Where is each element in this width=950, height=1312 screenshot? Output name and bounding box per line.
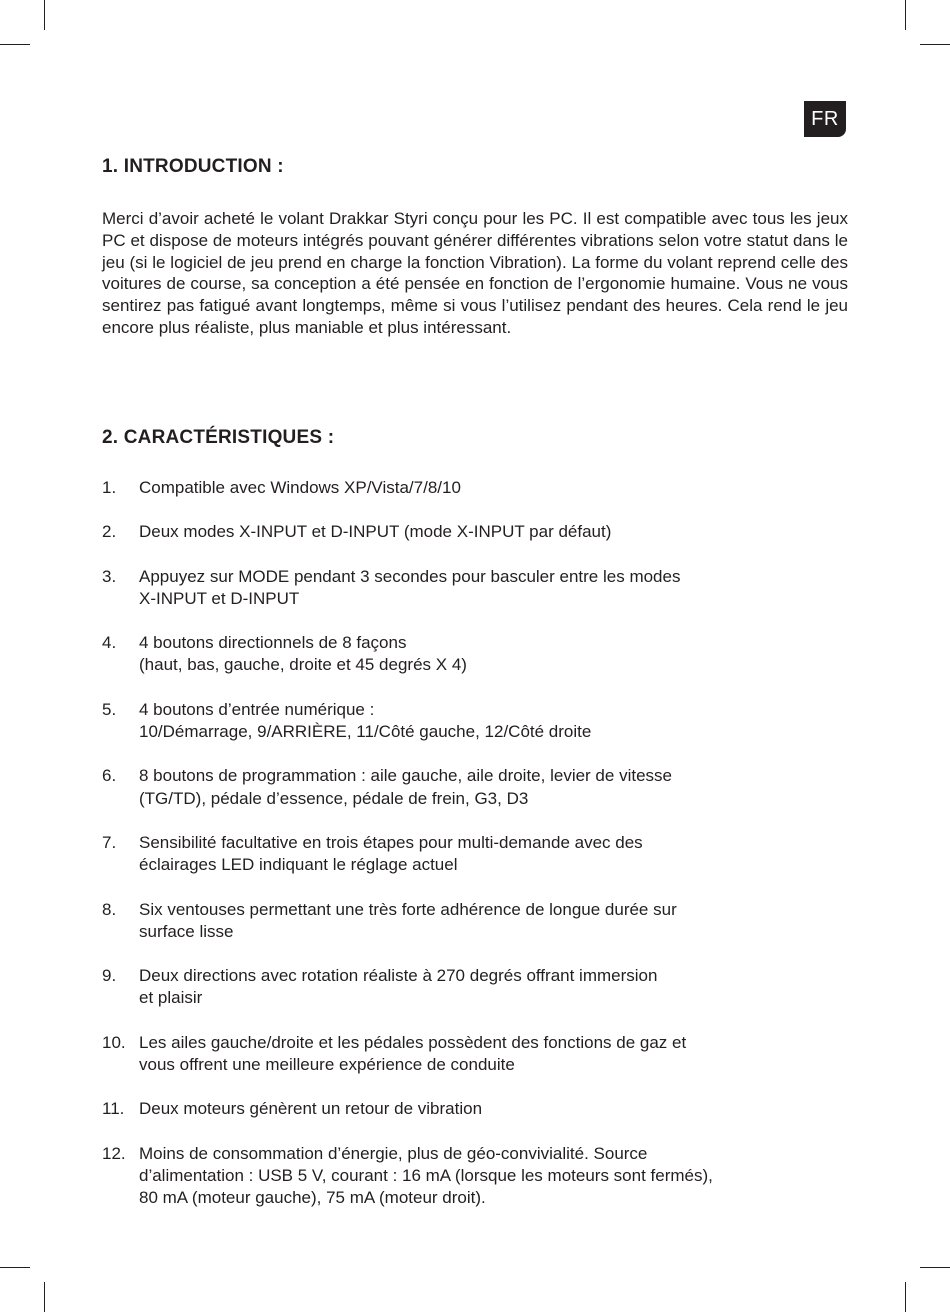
- list-item-number: 5.: [102, 699, 117, 719]
- list-item-number: 10.: [102, 1032, 126, 1052]
- introduction-title: 1. INTRODUCTION :: [102, 156, 284, 177]
- list-item: [102, 521, 848, 543]
- list-item-number: 1.: [102, 478, 117, 497]
- list-item-number: 11.: [102, 1099, 125, 1119]
- list-item: [102, 1143, 848, 1210]
- list-item-text: Les ailes gauche/droite et les pédales possèdent des fonctions de gaz et vous offrent une meilleure expérience de conduite: [139, 1032, 687, 1075]
- language-badge: FR: [804, 101, 846, 137]
- list-item-number: 8.: [102, 899, 117, 919]
- crop-mark-bottom-right-horizontal: [920, 1267, 950, 1268]
- list-item-number: 4.: [102, 633, 117, 653]
- list-item: [102, 699, 848, 744]
- list-item-text: 4 boutons d’entrée numérique : 10/Démarrage, 9/ARRIÈRE, 11/Côté gauche, 12/Côté droite: [139, 699, 592, 742]
- characteristics-title: 2. CARACTÉRISTIQUES :: [102, 427, 335, 448]
- list-item-number: 9.: [102, 966, 117, 986]
- crop-mark-top-left-horizontal: [0, 44, 30, 45]
- list-item-number: 6.: [102, 766, 117, 786]
- list-item-number: 12.: [102, 1143, 126, 1163]
- crop-mark-bottom-left-vertical: [44, 1282, 45, 1312]
- list-item: [102, 1032, 848, 1077]
- list-item: [102, 477, 848, 499]
- list-item: [102, 632, 848, 677]
- list-item-number: 3.: [102, 566, 117, 586]
- list-item-text: 8 boutons de programmation : aile gauche, aile droite, levier de vitesse (TG/TD), pédale d’essence, pédale de frein, G3, D3: [139, 766, 672, 808]
- crop-mark-top-left-vertical: [44, 0, 45, 30]
- list-item: [102, 765, 848, 810]
- list-item: [102, 965, 848, 1010]
- list-item-number: 2.: [102, 522, 117, 542]
- introduction-body: Merci d’avoir acheté le volant Drakkar Styri conçu pour les PC. Il est compatible avec tous les jeux PC et dispose de moteurs intégrés pouvant générer différentes vibrations selon votre statut dans le jeu (si le logiciel de jeu prend en charge la fonction Vibration). La forme du volant reprend celle des voitures de course, sa conception a été pensée en fonction de l’ergonomie humaine. Vous ne vous sentirez pas fatigué avant longtemps, même si vous l’utilisez pendant des heures. Cela rend le jeu encore plus réaliste, plus maniable et plus intéressant.: [102, 209, 848, 337]
- list-item-text: 4 boutons directionnels de 8 façons (haut, bas, gauche, droite et 45 degrés X 4): [139, 633, 467, 675]
- list-item: [102, 566, 848, 611]
- list-item-number: 7.: [102, 832, 117, 852]
- list-item: [102, 832, 848, 877]
- list-item-text: Compatible avec Windows XP/Vista/7/8/10: [139, 478, 461, 497]
- crop-mark-bottom-left-horizontal: [0, 1267, 30, 1268]
- list-item-text: Deux modes X-INPUT et D-INPUT (mode X-INPUT par défaut): [139, 522, 612, 542]
- list-item-text: Appuyez sur MODE pendant 3 secondes pour basculer entre les modes X-INPUT et D-INPUT: [139, 566, 681, 608]
- list-item: [102, 1098, 848, 1120]
- list-item-text: Sensibilité facultative en trois étapes pour multi-demande avec des éclairages LED indiquant le réglage actuel: [139, 832, 643, 875]
- crop-mark-bottom-right-vertical: [905, 1282, 906, 1312]
- characteristics-list: [102, 477, 848, 1232]
- crop-mark-top-right-vertical: [905, 0, 906, 30]
- list-item-text: Deux moteurs génèrent un retour de vibration: [139, 1099, 483, 1119]
- list-item-text: Six ventouses permettant une très forte adhérence de longue durée sur surface lisse: [139, 899, 677, 941]
- crop-mark-top-right-horizontal: [920, 44, 950, 45]
- list-item-text: Deux directions avec rotation réaliste à 270 degrés offrant immersion et plaisir: [139, 966, 658, 1008]
- list-item: [102, 899, 848, 944]
- list-item-text: Moins de consommation d’énergie, plus de géo-convivialité. Source d’alimentation : USB 5 V, courant : 16 mA (lorsque les moteurs sont fermés), 80 mA (moteur gauche), 75 mA (moteur droit).: [139, 1143, 713, 1208]
